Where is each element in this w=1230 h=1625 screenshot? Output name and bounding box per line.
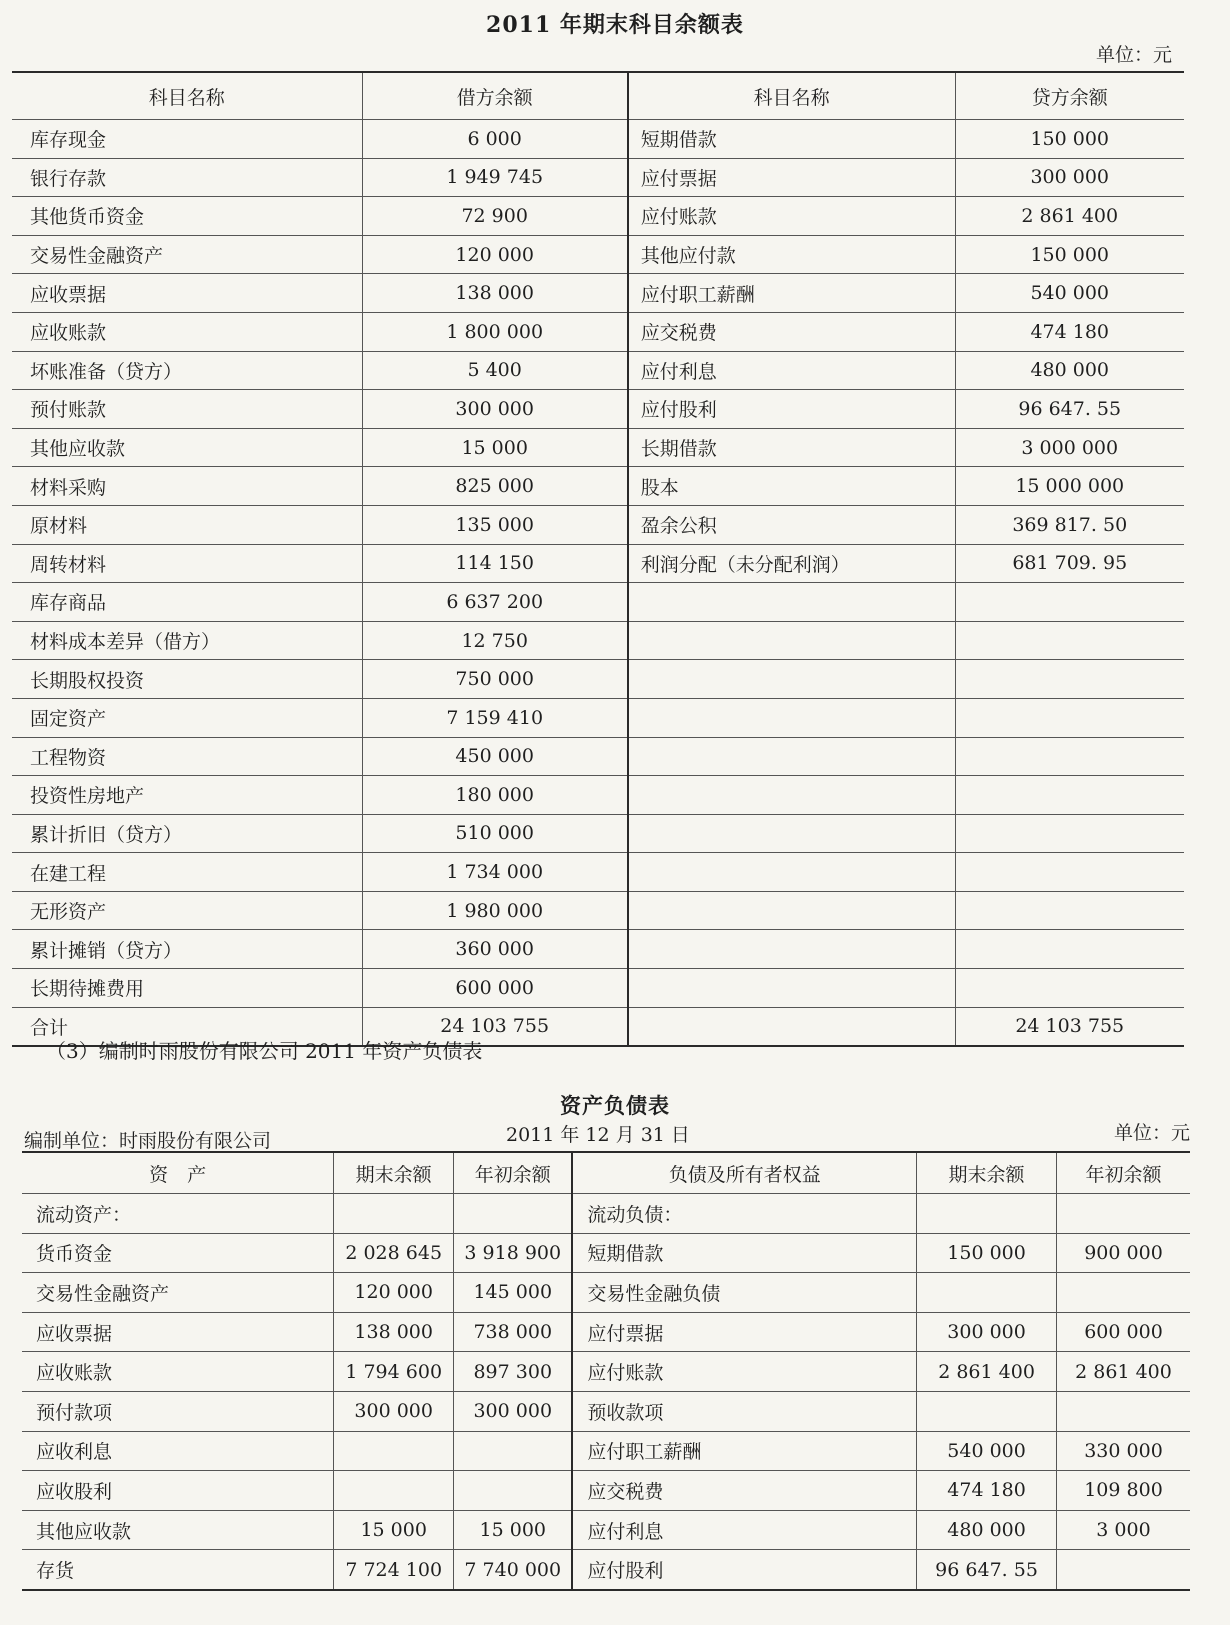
- table-cell: [628, 969, 955, 1008]
- table-cell: [955, 930, 1184, 969]
- table-cell: 银行存款: [12, 158, 362, 197]
- table-cell: 7 740 000: [454, 1550, 573, 1590]
- table-row: [22, 1431, 1190, 1471]
- table-cell: [1057, 1273, 1190, 1313]
- table-cell: 330 000: [1057, 1431, 1190, 1471]
- table-row: [12, 428, 1184, 467]
- table-cell: 股本: [628, 467, 955, 506]
- table-row: [12, 274, 1184, 313]
- table-row: [12, 583, 1184, 622]
- balance-sheet-table: [22, 1151, 1190, 1591]
- column-header: 期末余额: [917, 1152, 1057, 1194]
- table-cell: 480 000: [917, 1510, 1057, 1550]
- table-cell: 长期股权投资: [12, 660, 362, 699]
- sheet-maker: 编制单位：时雨股份有限公司: [24, 1130, 272, 1152]
- table-cell: 累计折旧（贷方）: [12, 814, 362, 853]
- table-cell: 2 861 400: [1057, 1352, 1190, 1392]
- table-cell: [955, 891, 1184, 930]
- column-header: 资 产: [22, 1152, 334, 1194]
- table-cell: 短期借款: [572, 1233, 916, 1273]
- table-cell: 5 400: [362, 351, 628, 390]
- table-row: [12, 197, 1184, 236]
- table-cell: [628, 1007, 955, 1046]
- table-cell: 72 900: [362, 197, 628, 236]
- table-cell: 应付票据: [572, 1312, 916, 1352]
- table-cell: 750 000: [362, 660, 628, 699]
- table-row: [12, 505, 1184, 544]
- table-cell: 1 800 000: [362, 312, 628, 351]
- table-cell: 累计摊销（贷方）: [12, 930, 362, 969]
- table-cell: [955, 583, 1184, 622]
- table-cell: 应收股利: [22, 1471, 334, 1511]
- table-cell: 应收票据: [22, 1312, 334, 1352]
- table-cell: [334, 1194, 454, 1234]
- table-cell: 应付股利: [572, 1550, 916, 1590]
- table-cell: [917, 1391, 1057, 1431]
- table-row: [12, 930, 1184, 969]
- table-cell: [628, 737, 955, 776]
- table-cell: 应收账款: [22, 1352, 334, 1392]
- table-cell: 120 000: [362, 235, 628, 274]
- table-cell: [628, 814, 955, 853]
- table-cell: 应付股利: [628, 390, 955, 429]
- table-cell: 库存商品: [12, 583, 362, 622]
- table-cell: 897 300: [454, 1352, 573, 1392]
- table-row: [22, 1391, 1190, 1431]
- table-cell: 无形资产: [12, 891, 362, 930]
- table-cell: [628, 891, 955, 930]
- table-row: [22, 1471, 1190, 1511]
- table-row: [12, 969, 1184, 1008]
- table-cell: 369 817. 50: [955, 505, 1184, 544]
- table-cell: 15 000: [362, 428, 628, 467]
- table-cell: 3 000 000: [955, 428, 1184, 467]
- table-cell: 738 000: [454, 1312, 573, 1352]
- table-cell: [1057, 1194, 1190, 1234]
- table-cell: 300 000: [454, 1391, 573, 1431]
- table-cell: 交易性金融资产: [12, 235, 362, 274]
- table-cell: 短期借款: [628, 120, 955, 159]
- table-cell: 114 150: [362, 544, 628, 583]
- table-cell: 应付利息: [628, 351, 955, 390]
- table-cell: 合计: [12, 1007, 362, 1046]
- table-cell: 其他应收款: [22, 1510, 334, 1550]
- table-cell: 120 000: [334, 1273, 454, 1313]
- table-cell: 工程物资: [12, 737, 362, 776]
- table-cell: 流动负债：: [572, 1194, 916, 1234]
- column-header: 贷方余额: [955, 72, 1184, 120]
- table-cell: [955, 776, 1184, 815]
- table-cell: 138 000: [334, 1312, 454, 1352]
- table-header-row: [12, 72, 1184, 120]
- table-cell: 6 637 200: [362, 583, 628, 622]
- table-cell: 150 000: [955, 120, 1184, 159]
- table-cell: 2 861 400: [955, 197, 1184, 236]
- table-row: [12, 814, 1184, 853]
- table-cell: [955, 698, 1184, 737]
- table-cell: 135 000: [362, 505, 628, 544]
- table-cell: 应付账款: [628, 197, 955, 236]
- table-cell: 681 709. 95: [955, 544, 1184, 583]
- table-cell: [628, 583, 955, 622]
- table-row: [12, 312, 1184, 351]
- table-cell: 其他应收款: [12, 428, 362, 467]
- table-cell: 300 000: [334, 1391, 454, 1431]
- table-cell: 货币资金: [22, 1233, 334, 1273]
- table-row: [12, 853, 1184, 892]
- column-header: 年初余额: [1057, 1152, 1190, 1194]
- table-cell: 应付账款: [572, 1352, 916, 1392]
- table-cell: 周转材料: [12, 544, 362, 583]
- table-cell: 预付账款: [12, 390, 362, 429]
- table-row: [12, 544, 1184, 583]
- sheet-date: 2011 年 12 月 31 日: [506, 1124, 690, 1146]
- sheet-unit: 单位：元: [1113, 1122, 1190, 1144]
- table-cell: 1 734 000: [362, 853, 628, 892]
- table-cell: [628, 660, 955, 699]
- table-cell: 材料采购: [12, 467, 362, 506]
- table-cell: [955, 814, 1184, 853]
- table-cell: 450 000: [362, 737, 628, 776]
- table-cell: 流动资产：: [22, 1194, 334, 1234]
- table-cell: [628, 930, 955, 969]
- table-cell: 预收款项: [572, 1391, 916, 1431]
- table-cell: 在建工程: [12, 853, 362, 892]
- table-cell: 坏账准备（贷方）: [12, 351, 362, 390]
- table-cell: [1057, 1550, 1190, 1590]
- table-row: [12, 235, 1184, 274]
- column-header: 年初余额: [454, 1152, 573, 1194]
- table-cell: 利润分配（未分配利润）: [628, 544, 955, 583]
- table-cell: 应付职工薪酬: [628, 274, 955, 313]
- sheet-title: 资产负债表: [560, 1093, 670, 1118]
- table-row: [12, 390, 1184, 429]
- table-cell: 96 647. 55: [955, 390, 1184, 429]
- table-cell: 900 000: [1057, 1233, 1190, 1273]
- table-cell: 360 000: [362, 930, 628, 969]
- table-cell: 180 000: [362, 776, 628, 815]
- table-cell: 6 000: [362, 120, 628, 159]
- table-cell: 7 159 410: [362, 698, 628, 737]
- table-cell: [628, 621, 955, 660]
- table-row: [22, 1233, 1190, 1273]
- table-row: [22, 1194, 1190, 1234]
- table-row: [12, 737, 1184, 776]
- table-cell: 原材料: [12, 505, 362, 544]
- table-cell: 138 000: [362, 274, 628, 313]
- table-cell: [917, 1194, 1057, 1234]
- table-cell: 96 647. 55: [917, 1550, 1057, 1590]
- table-cell: [454, 1471, 573, 1511]
- table-row: [12, 120, 1184, 159]
- table-cell: 预付款项: [22, 1391, 334, 1431]
- balance-title: 2011 年期末科目余额表: [486, 12, 744, 38]
- table-cell: 长期待摊费用: [12, 969, 362, 1008]
- table-cell: [454, 1194, 573, 1234]
- column-header: 科目名称: [628, 72, 955, 120]
- table-row: [22, 1312, 1190, 1352]
- table-cell: 825 000: [362, 467, 628, 506]
- table-cell: 474 180: [917, 1471, 1057, 1511]
- table-row: [12, 891, 1184, 930]
- table-cell: 300 000: [955, 158, 1184, 197]
- table-cell: 3 918 900: [454, 1233, 573, 1273]
- table-row: [22, 1550, 1190, 1590]
- table-cell: 15 000: [454, 1510, 573, 1550]
- column-header: 负债及所有者权益: [572, 1152, 916, 1194]
- table-cell: 其他应付款: [628, 235, 955, 274]
- table-row: [12, 621, 1184, 660]
- table-row: [12, 467, 1184, 506]
- table-row: [22, 1510, 1190, 1550]
- table-cell: [955, 969, 1184, 1008]
- table-row: [22, 1273, 1190, 1313]
- table-cell: 应交税费: [572, 1471, 916, 1511]
- table-cell: 1 980 000: [362, 891, 628, 930]
- table-cell: [955, 737, 1184, 776]
- table-cell: 材料成本差异（借方）: [12, 621, 362, 660]
- table-row: [12, 776, 1184, 815]
- table-cell: 24 103 755: [362, 1007, 628, 1046]
- table-cell: 长期借款: [628, 428, 955, 467]
- table-cell: 540 000: [917, 1431, 1057, 1471]
- table-cell: 应收账款: [12, 312, 362, 351]
- table-cell: 应付职工薪酬: [572, 1431, 916, 1471]
- table-row: [12, 698, 1184, 737]
- table-cell: 300 000: [917, 1312, 1057, 1352]
- table-cell: [628, 776, 955, 815]
- table-row: [22, 1352, 1190, 1392]
- table-cell: 投资性房地产: [12, 776, 362, 815]
- table-cell: 应交税费: [628, 312, 955, 351]
- table-cell: 15 000 000: [955, 467, 1184, 506]
- table-header-row: [22, 1152, 1190, 1194]
- table-cell: [917, 1273, 1057, 1313]
- table-cell: [628, 698, 955, 737]
- table-cell: 24 103 755: [955, 1007, 1184, 1046]
- table-cell: 300 000: [362, 390, 628, 429]
- table-cell: 交易性金融资产: [22, 1273, 334, 1313]
- table-cell: 12 750: [362, 621, 628, 660]
- account-balance-table: [12, 71, 1184, 1047]
- column-header: 期末余额: [334, 1152, 454, 1194]
- table-cell: 库存现金: [12, 120, 362, 159]
- table-cell: 应收利息: [22, 1431, 334, 1471]
- table-cell: [955, 660, 1184, 699]
- balance-unit: 单位：元: [1095, 44, 1172, 66]
- table-row: [12, 660, 1184, 699]
- table-cell: 150 000: [917, 1233, 1057, 1273]
- column-header: 借方余额: [362, 72, 628, 120]
- table-cell: 145 000: [454, 1273, 573, 1313]
- table-cell: [334, 1471, 454, 1511]
- table-cell: [454, 1431, 573, 1471]
- table-cell: 600 000: [1057, 1312, 1190, 1352]
- table-cell: 474 180: [955, 312, 1184, 351]
- table-cell: 150 000: [955, 235, 1184, 274]
- table-cell: [955, 621, 1184, 660]
- table-cell: [334, 1431, 454, 1471]
- table-cell: 存货: [22, 1550, 334, 1590]
- table-cell: 应收票据: [12, 274, 362, 313]
- table-cell: [955, 853, 1184, 892]
- table-cell: 应付票据: [628, 158, 955, 197]
- table-cell: 2 028 645: [334, 1233, 454, 1273]
- table-row: [12, 158, 1184, 197]
- table-cell: [628, 853, 955, 892]
- table-cell: 2 861 400: [917, 1352, 1057, 1392]
- table-cell: 1 794 600: [334, 1352, 454, 1392]
- table-cell: 其他货币资金: [12, 197, 362, 236]
- table-cell: 应付利息: [572, 1510, 916, 1550]
- table-cell: 600 000: [362, 969, 628, 1008]
- table-cell: 109 800: [1057, 1471, 1190, 1511]
- table-cell: 盈余公积: [628, 505, 955, 544]
- column-header: 科目名称: [12, 72, 362, 120]
- table-cell: [1057, 1391, 1190, 1431]
- table-cell: 510 000: [362, 814, 628, 853]
- table-cell: 540 000: [955, 274, 1184, 313]
- table-cell: 3 000: [1057, 1510, 1190, 1550]
- table-cell: 交易性金融负债: [572, 1273, 916, 1313]
- table-cell: 固定资产: [12, 698, 362, 737]
- table-cell: 7 724 100: [334, 1550, 454, 1590]
- table-cell: 1 949 745: [362, 158, 628, 197]
- table-cell: 15 000: [334, 1510, 454, 1550]
- section-heading: （3）编制时雨股份有限公司 2011 年资产负债表: [46, 1039, 483, 1063]
- table-cell: 480 000: [955, 351, 1184, 390]
- table-row: [12, 351, 1184, 390]
